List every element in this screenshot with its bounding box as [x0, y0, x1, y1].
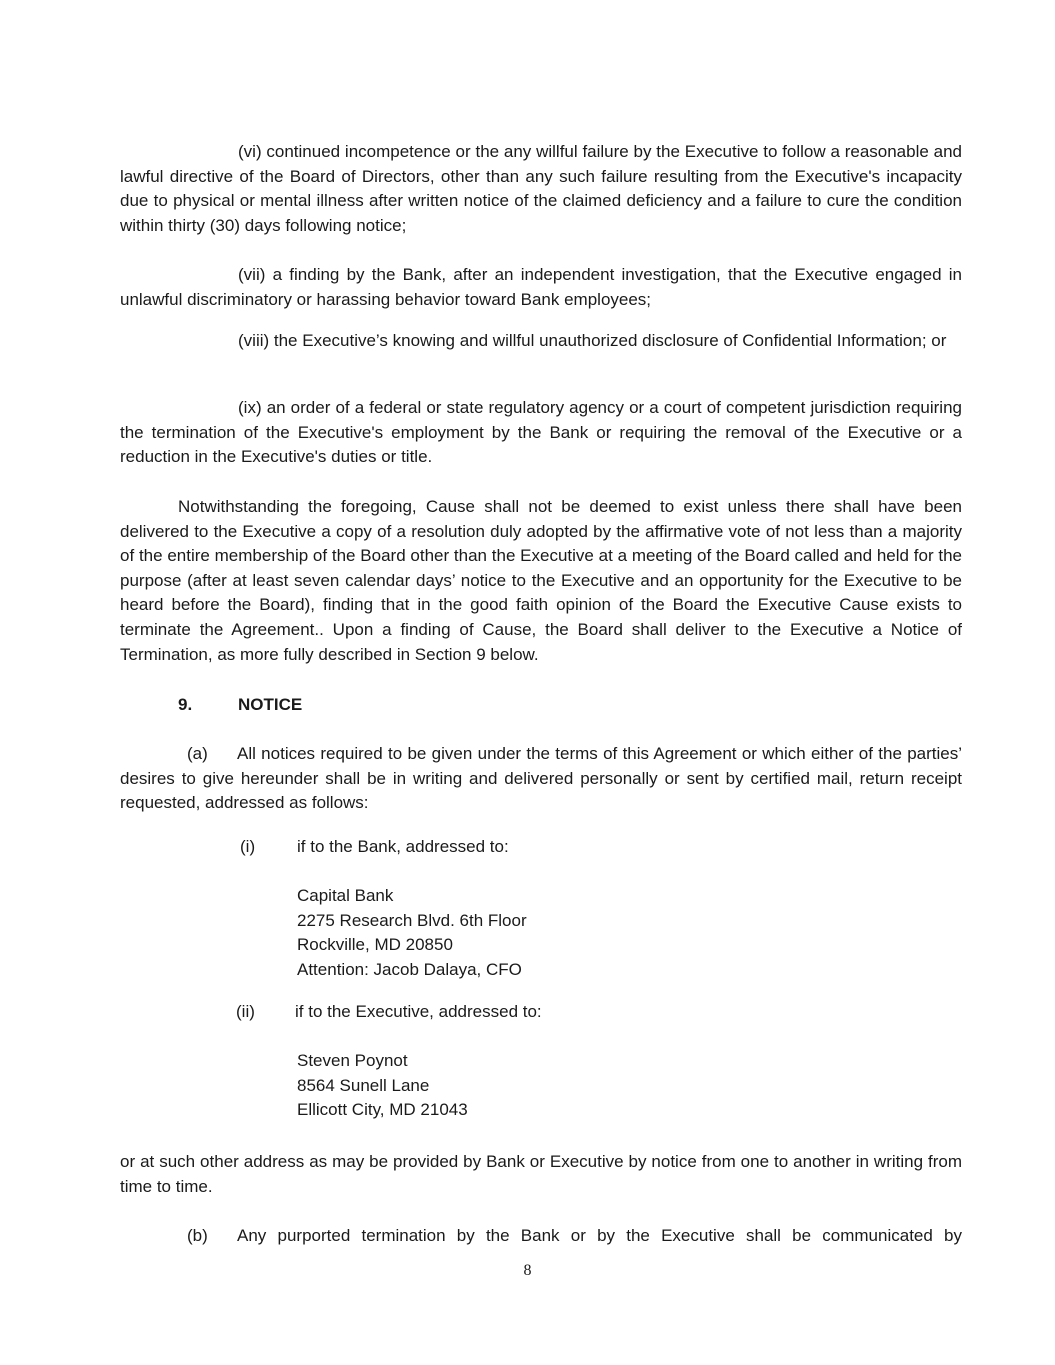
bank-address-block	[297, 884, 527, 982]
executive-address-block	[297, 1049, 468, 1123]
clause-ix: (ix) an order of a federal or state regulatory agency or a court of competent jurisdiction requiring the termination of the Executive's employment by the Bank or requiring the removal of the Executive or a reduction in the Executive's duties or title.	[120, 398, 962, 467]
address-line: Attention: Jacob Dalaya, CFO	[297, 959, 522, 979]
clause-viii: (viii) the Executive’s knowing and willful unauthorized disclosure of Confidential Information; or	[238, 331, 947, 350]
recipient-executive-label: (ii)	[236, 1002, 255, 1021]
closing-paragraph: or at such other address as may be provided by Bank or Executive by notice from one to another in writing from time to time.	[120, 1152, 962, 1196]
address-line: 8564 Sunell Lane	[297, 1075, 430, 1095]
notice-a-text: All notices required to be given under the terms of this Agreement or which either of the parties’ desires to give hereunder shall be in writing and delivered personally or sent by certified mail, return receipt requested, addressed as follows:	[120, 744, 962, 813]
clause-vii: (vii) a finding by the Bank, after an independent investigation, that the Executive engaged in unlawful discriminatory or harassing behavior toward Bank employees;	[120, 265, 962, 309]
notice-b-text: Any purported termination by the Bank or by the Executive shall be communicated by	[237, 1226, 962, 1245]
notwithstanding-paragraph: Notwithstanding the foregoing, Cause shall not be deemed to exist unless there shall have been delivered to the Executive a copy of a resolution duly adopted by the affirmative vote of not less than a majority of the entire membership of the Board other than the Executive at a meeting of the Board called and held for the purpose (after at least seven calendar days’ notice to the Executive and an opportunity for the Executive to be heard before the Board), finding that in the good faith opinion of the Board the Executive Cause exists to terminate the Agreement.. Upon a finding of Cause, the Board shall deliver to the Executive a Notice of Termination, as more fully described in Section 9 below.	[120, 497, 962, 664]
address-line: Steven Poynot	[297, 1051, 408, 1070]
notice-a-label: (a)	[187, 744, 208, 763]
recipient-bank-intro: if to the Bank, addressed to:	[297, 837, 509, 856]
address-line: Ellicott City, MD 21043	[297, 1100, 468, 1120]
page-number: 8	[523, 1262, 532, 1279]
section-number: 9.	[178, 695, 193, 714]
notice-b-label: (b)	[187, 1226, 208, 1245]
recipient-bank-label: (i)	[240, 837, 256, 856]
section-title: NOTICE	[238, 695, 303, 714]
clause-vi: (vi) continued incompetence or the any willful failure by the Executive to follow a reasonable and lawful directive of the Board of Directors, other than any such failure resulting from the Executive's incapacity due to physical or mental illness after written notice of the claimed deficiency and a failure to cure the condition within thirty (30) days following notice;	[120, 142, 962, 235]
address-line: Capital Bank	[297, 886, 394, 905]
recipient-executive-intro: if to the Executive, addressed to:	[295, 1002, 542, 1021]
address-line: Rockville, MD 20850	[297, 935, 453, 955]
address-line: 2275 Research Blvd. 6th Floor	[297, 910, 527, 930]
